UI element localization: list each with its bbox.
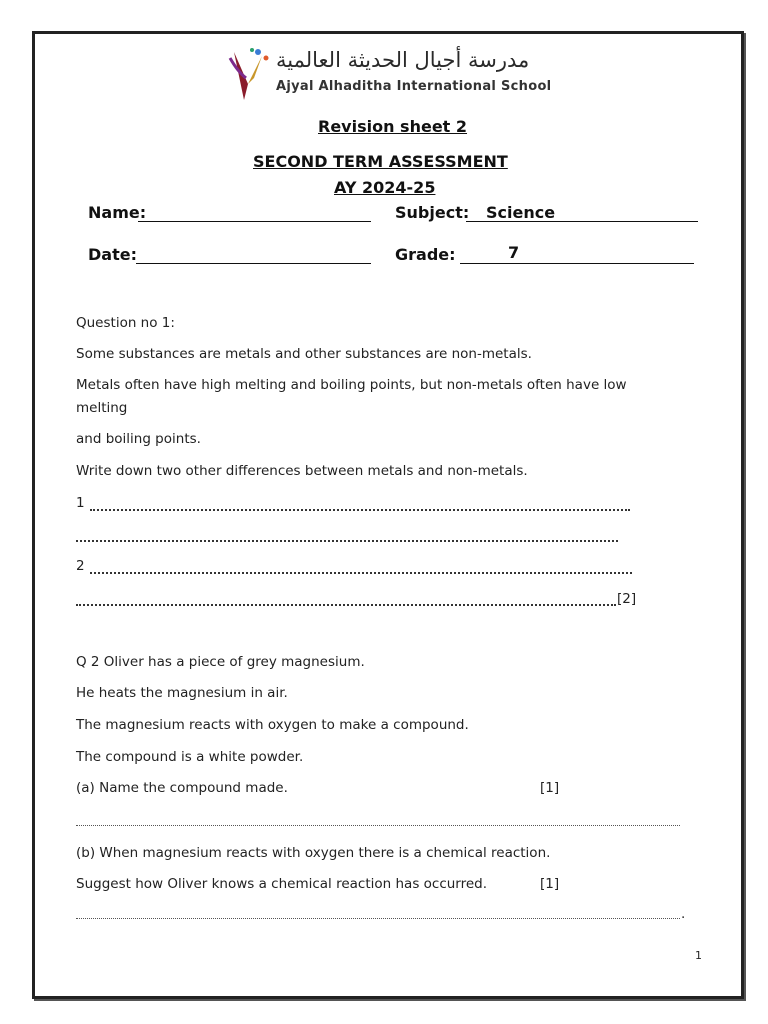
q2-end-period: . xyxy=(681,906,686,922)
school-name-arabic: مدرسة أجيال الحديثة العالمية xyxy=(276,48,530,72)
q2-part-b-answer-line[interactable] xyxy=(76,918,680,919)
grade-label: Grade: xyxy=(395,245,456,264)
date-label: Date: xyxy=(88,245,137,264)
q1-answer1-number: 1 xyxy=(76,495,85,511)
q1-heading: Question no 1: xyxy=(76,315,175,331)
q2-line4: The compound is a white powder. xyxy=(76,749,304,765)
page-number: 1 xyxy=(695,949,702,962)
q1-answer2-line2[interactable] xyxy=(76,604,616,606)
q1-line2b: melting xyxy=(76,400,128,416)
q2-part-a-answer-line[interactable] xyxy=(76,825,680,826)
q1-line2a: Metals often have high melting and boiling points, but non-metals often have low xyxy=(76,377,627,393)
q2-intro: Q 2 Oliver has a piece of grey magnesium. xyxy=(76,654,365,670)
name-field[interactable] xyxy=(138,221,371,222)
academic-year: AY 2024-25 xyxy=(334,178,436,197)
grade-value: 7 xyxy=(508,243,520,262)
q2-line3: The magnesium reacts with oxygen to make a compound. xyxy=(76,717,469,733)
grade-field[interactable] xyxy=(460,263,694,264)
q2-part-b-marks: [1] xyxy=(540,876,560,892)
q1-line1: Some substances are metals and other substances are non-metals. xyxy=(76,346,532,362)
q1-answer1-line1[interactable] xyxy=(90,509,630,511)
q1-answer2-line1[interactable] xyxy=(90,572,632,574)
sheet-title: Revision sheet 2 xyxy=(318,117,468,136)
q1-line3: and boiling points. xyxy=(76,431,201,447)
q1-answer1-line2[interactable] xyxy=(76,540,618,542)
q1-line4: Write down two other differences between metals and non-metals. xyxy=(76,463,528,479)
date-field[interactable] xyxy=(136,263,371,264)
q2-line2: He heats the magnesium in air. xyxy=(76,685,288,701)
subject-label: Subject: xyxy=(395,203,470,222)
school-name-english: Ajyal Alhaditha International School xyxy=(276,79,552,94)
q2-part-b-question: Suggest how Oliver knows a chemical reaction has occurred. xyxy=(76,876,488,892)
q1-marks: [2] xyxy=(617,591,637,607)
logo-figure-icon xyxy=(228,48,272,104)
q1-answer2-number: 2 xyxy=(76,558,85,574)
name-label: Name: xyxy=(88,203,147,222)
q2-part-b: (b) When magnesium reacts with oxygen there is a chemical reaction. xyxy=(76,845,551,861)
assessment-title: SECOND TERM ASSESSMENT xyxy=(253,152,508,171)
q2-part-a-marks: [1] xyxy=(540,780,560,796)
q2-part-a: (a) Name the compound made. xyxy=(76,780,288,796)
school-logo xyxy=(228,46,558,106)
subject-value: Science xyxy=(486,203,556,222)
